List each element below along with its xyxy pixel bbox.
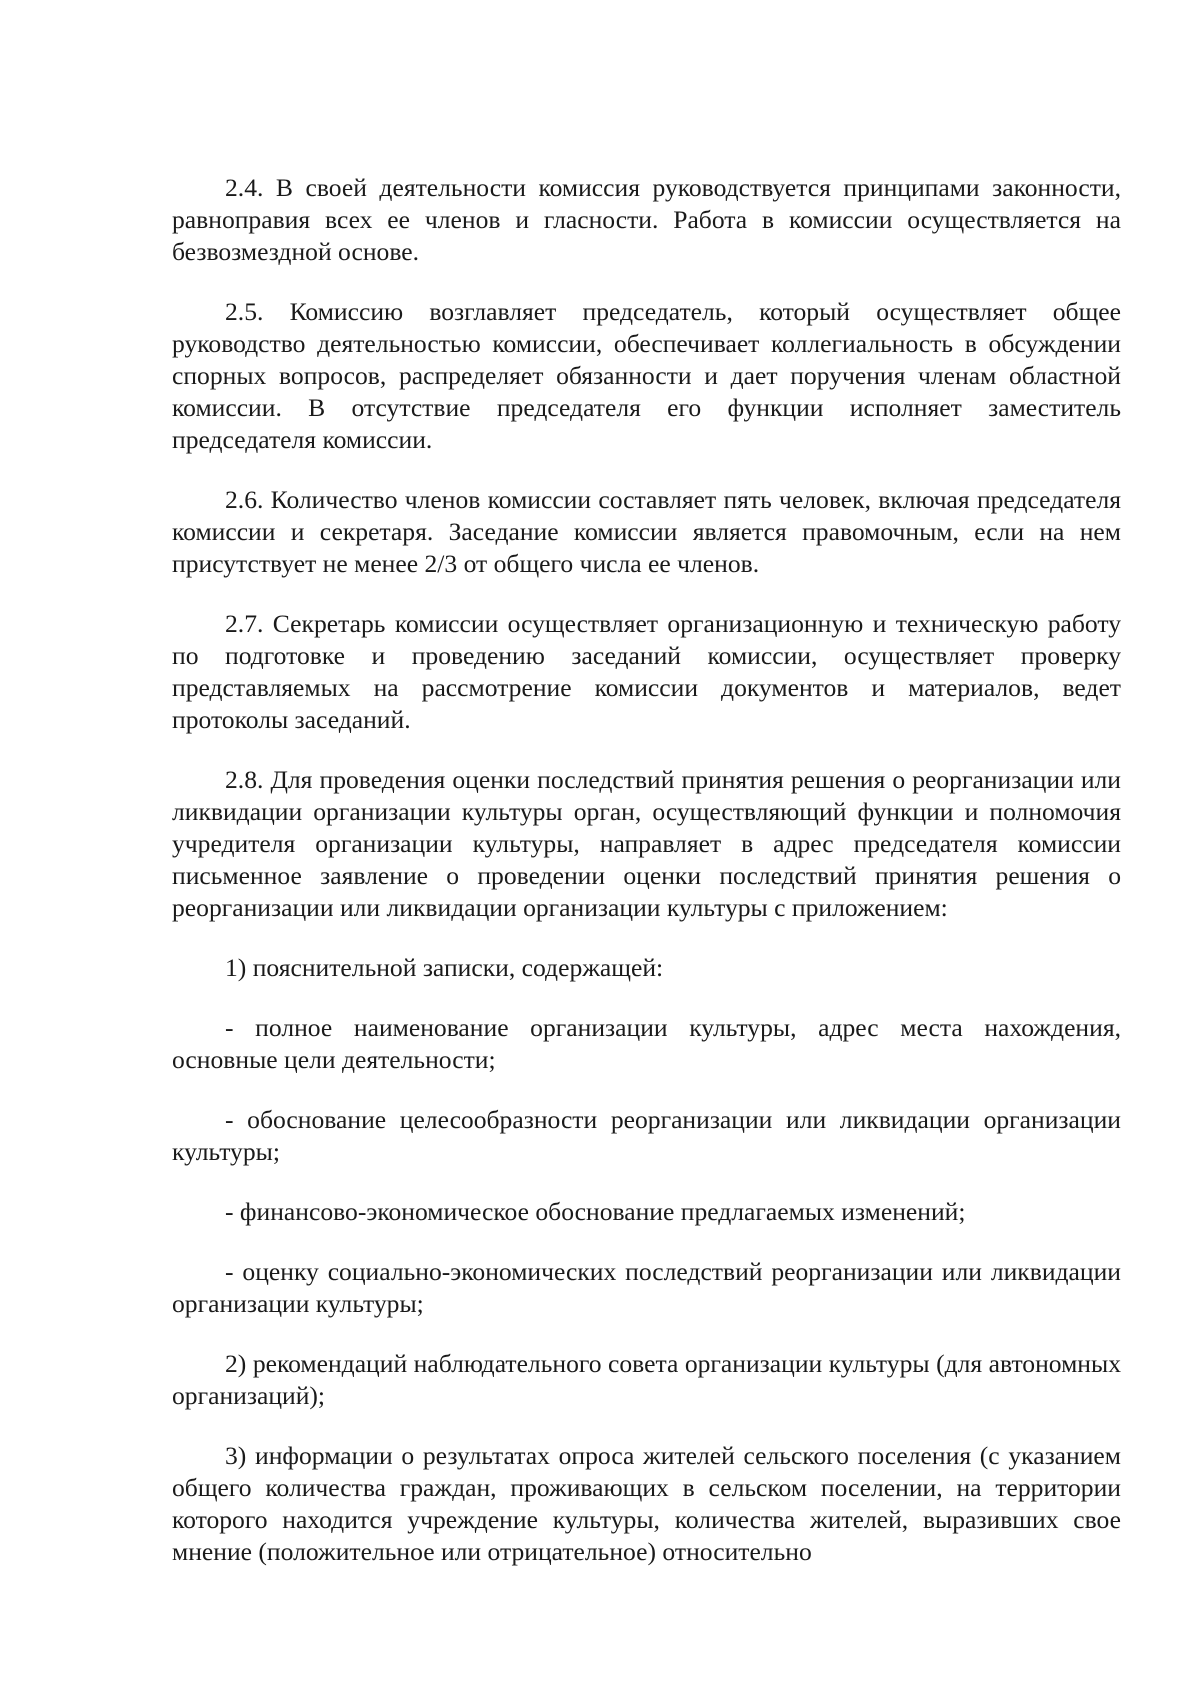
sub-item-justification: - обоснование целесообразности реорганизации или ликвидации организации культуры; [172, 1105, 1121, 1166]
paragraph-2-5: 2.5. Комиссию возглавляет председатель, который осуществляет общее руководство деятельностью комиссии, обеспечивает коллегиальность в обсуждении спорных вопросов, распределяет обязанности и дает поручения членам областной комиссии. В отсутствие председателя его функции исполняет заместитель председателя комиссии. [172, 297, 1121, 454]
sub-item-financial: - финансово-экономическое обоснование предлагаемых изменений; [225, 1197, 966, 1226]
paragraph-2-7: 2.7. Секретарь комиссии осуществляет организационную и техническую работу по подготовке и проведению заседаний комиссии, осуществляет проверку представляемых на рассмотрение комиссии документов и материалов, ведет протоколы заседаний. [172, 609, 1121, 734]
list-item-recommendations: 2) рекомендаций наблюдательного совета организации культуры (для автономных организаций); [172, 1349, 1121, 1410]
list-item-survey-info: 3) информации о результатах опроса жителей сельского поселения (с указанием общего количества граждан, проживающих в сельском поселении, на территории которого находится учреждение культуры, количества жителей, выразивших свое мнение (положительное или отрицательное) относительно [172, 1441, 1121, 1566]
list-item-explanatory-note: 1) пояснительной записки, содержащей: [225, 953, 664, 982]
paragraph-2-6: 2.6. Количество членов комиссии составляет пять человек, включая председателя комиссии и секретаря. Заседание комиссии является правомочным, если на нем присутствует не менее 2/3 от общего числа ее членов. [172, 485, 1121, 578]
paragraph-2-4: 2.4. В своей деятельности комиссия руководствуется принципами законности, равноправия всех ее членов и гласности. Работа в комиссии осуществляется на безвозмездной основе. [172, 173, 1121, 266]
sub-item-assessment: - оценку социально-экономических последствий реорганизации или ликвидации организации культуры; [172, 1257, 1121, 1318]
document-page [172, 172, 1121, 1568]
sub-item-full-name: - полное наименование организации культуры, адрес места нахождения, основные цели деятельности; [172, 1013, 1121, 1074]
paragraph-2-8: 2.8. Для проведения оценки последствий принятия решения о реорганизации или ликвидации организации культуры орган, осуществляющий функции и полномочия учредителя организации культуры, направляет в адрес председателя комиссии письменное заявление о проведении оценки последствий принятия решения о реорганизации или ликвидации организации культуры с приложением: [172, 765, 1121, 922]
